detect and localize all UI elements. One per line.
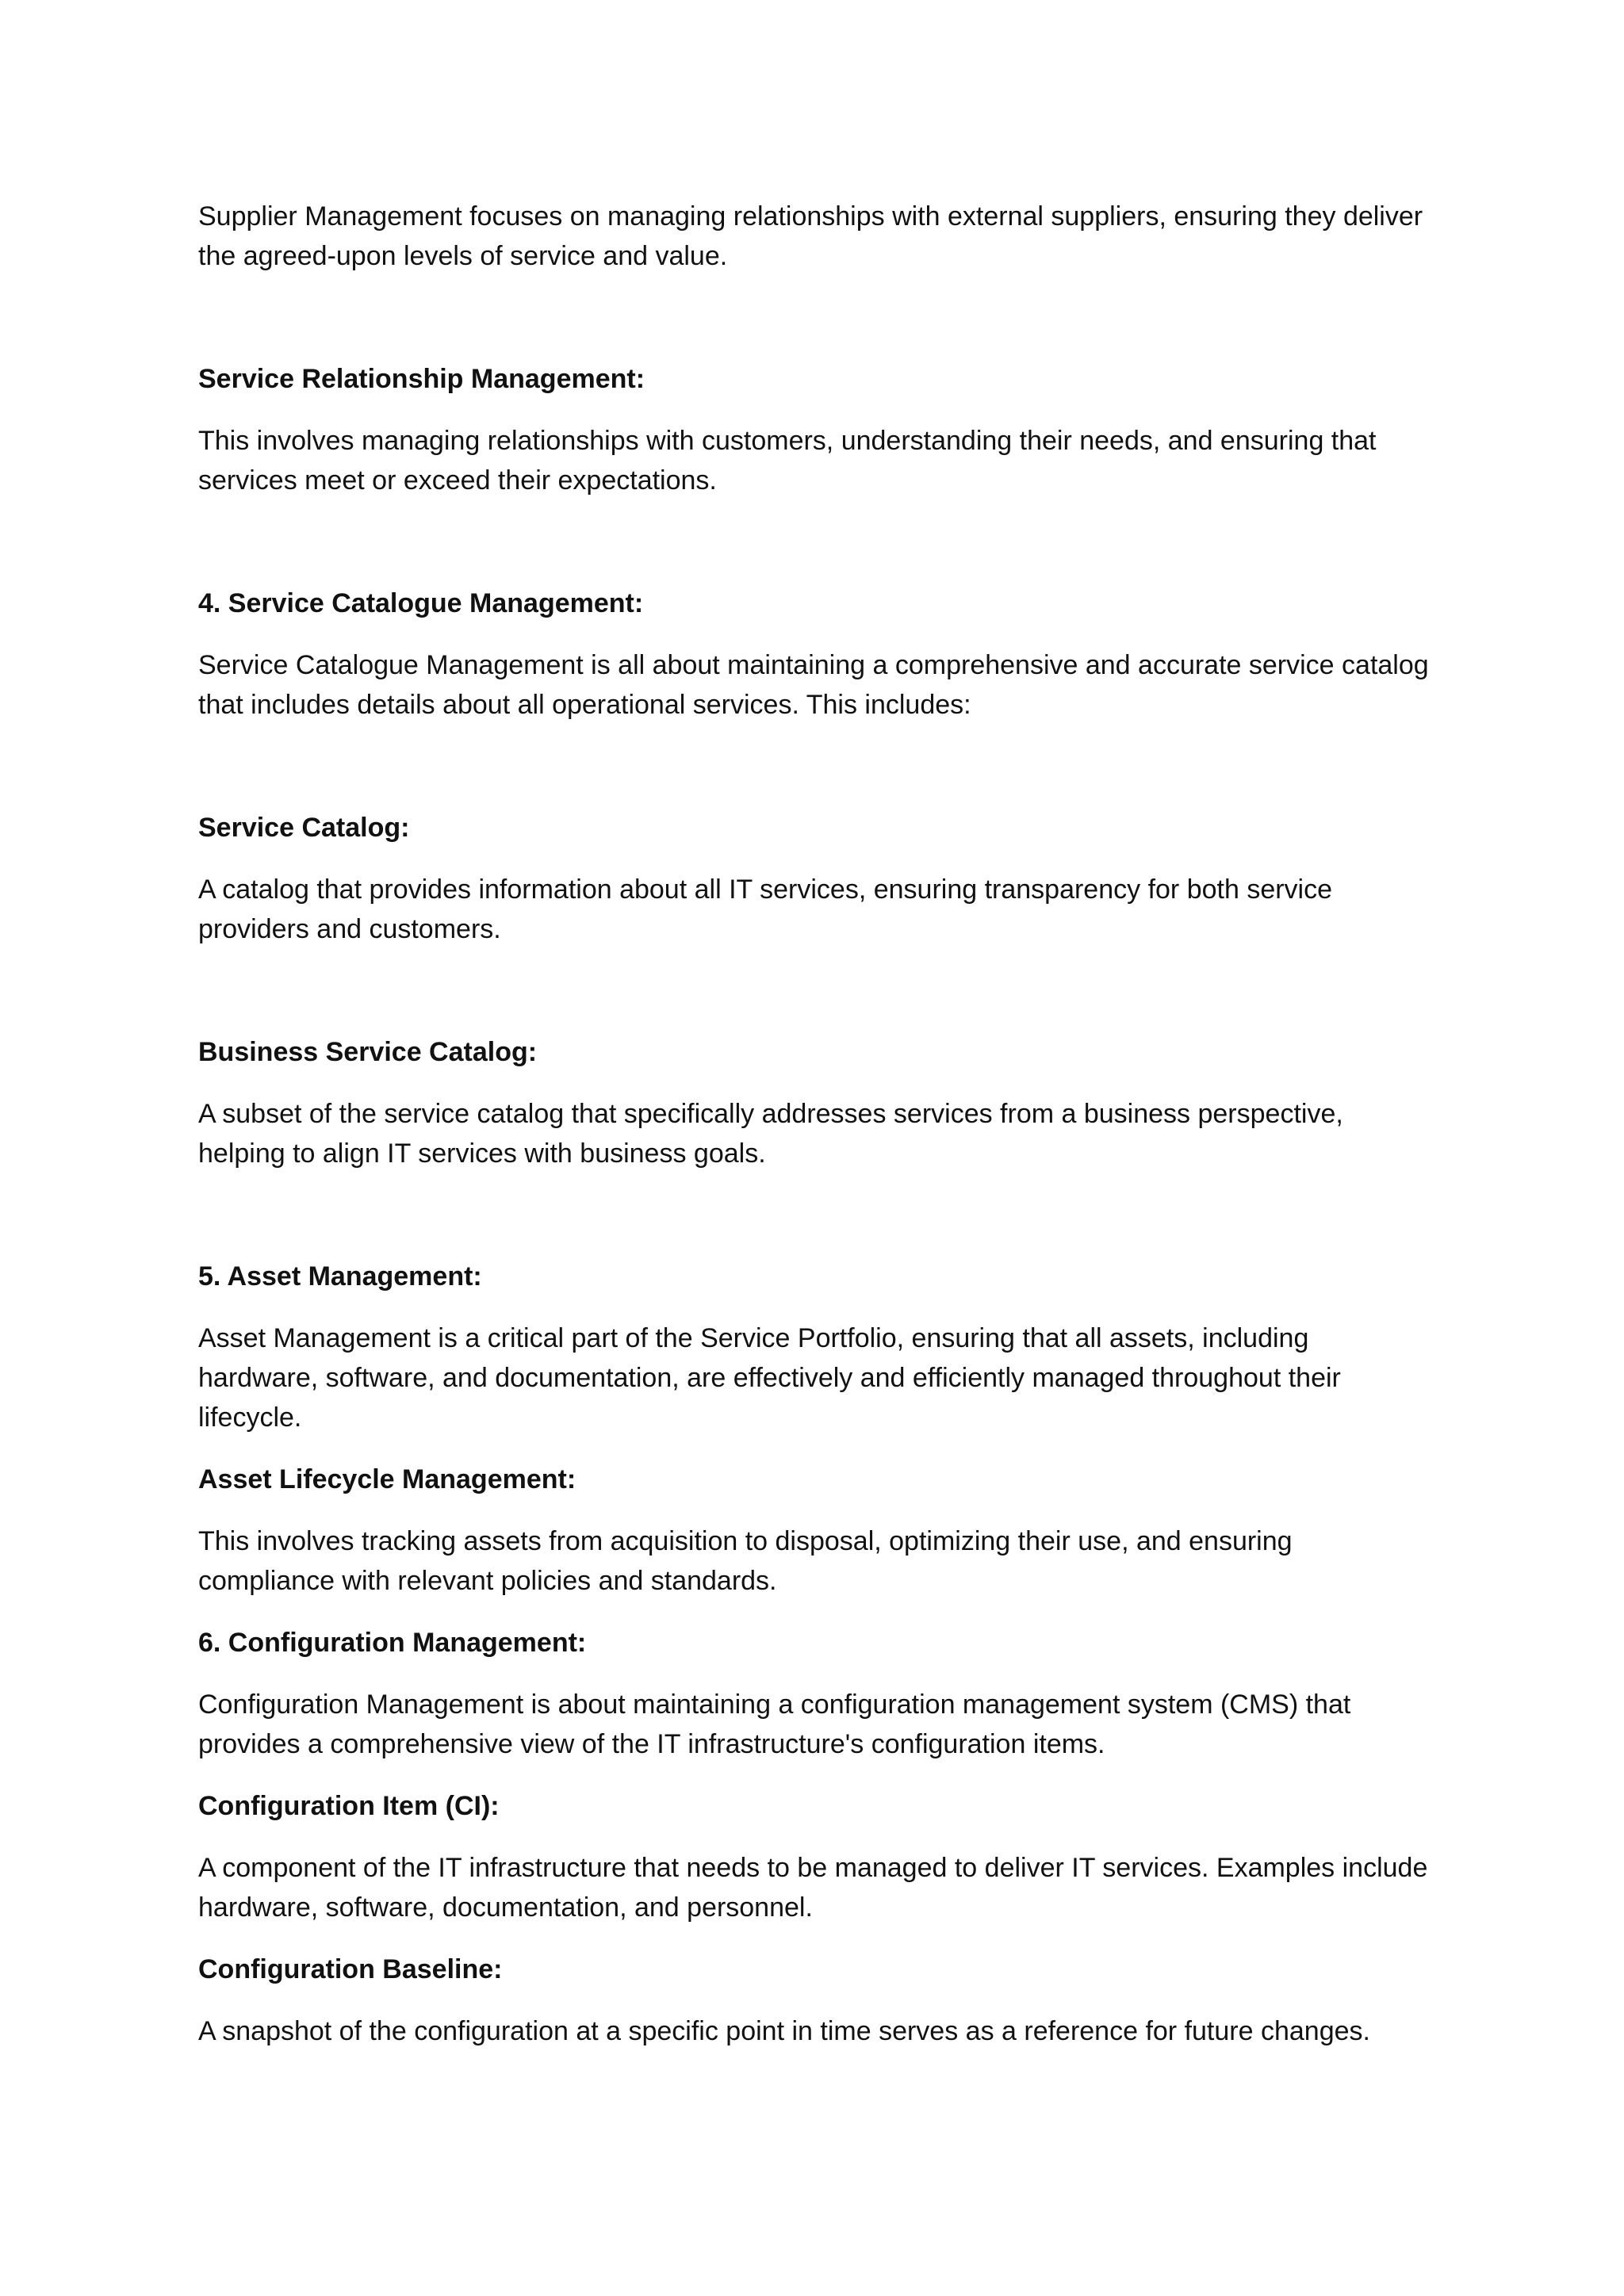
heading-business-service-catalog: Business Service Catalog: (198, 1037, 538, 1067)
paragraph-asset-management: Asset Management is a critical part of the Service Portfolio, ensuring that all assets, including hardware, software, and documentation, are effectively and efficiently managed throughout their lifecycle. (198, 1323, 1341, 1433)
heading-service-catalog: Service Catalog: (198, 813, 410, 843)
paragraph-service-catalogue-management: Service Catalogue Management is all about maintaining a comprehensive and accurate service catalog that includes details about all operational services. This includes: (198, 650, 1429, 720)
heading-asset-lifecycle-management: Asset Lifecycle Management: (198, 1464, 576, 1494)
heading-asset-management: 5. Asset Management: (198, 1261, 482, 1292)
heading-service-relationship-management: Service Relationship Management: (198, 364, 645, 394)
heading-configuration-management: 6. Configuration Management: (198, 1628, 587, 1658)
paragraph-service-catalog: A catalog that provides information about all IT services, ensuring transparency for both service providers and customers. (198, 874, 1333, 944)
paragraph-asset-lifecycle-management: This involves tracking assets from acquisition to disposal, optimizing their use, and ensuring compliance with relevant policies and standards. (198, 1526, 1293, 1596)
heading-configuration-item: Configuration Item (CI): (198, 1791, 500, 1821)
document-page (198, 197, 1435, 2051)
paragraph-business-service-catalog: A subset of the service catalog that specifically addresses services from a business perspective, helping to align IT services with business goals. (198, 1099, 1343, 1169)
heading-configuration-baseline: Configuration Baseline: (198, 1954, 503, 1984)
paragraph-configuration-management: Configuration Management is about maintaining a configuration management system (CMS) that provides a comprehensive view of the IT infrastructure's configuration items. (198, 1689, 1351, 1759)
paragraph-service-relationship-management: This involves managing relationships with customers, understanding their needs, and ensuring that services meet or exceed their expectations. (198, 426, 1377, 496)
paragraph-supplier-management: Supplier Management focuses on managing relationships with external suppliers, ensuring they deliver the agreed-upon levels of service and value. (198, 201, 1423, 271)
paragraph-configuration-baseline: A snapshot of the configuration at a specific point in time serves as a reference for future changes. (198, 2016, 1370, 2046)
heading-service-catalogue-management: 4. Service Catalogue Management: (198, 588, 644, 618)
paragraph-configuration-item: A component of the IT infrastructure that needs to be managed to deliver IT services. Examples include hardware, software, documentation, and personnel. (198, 1853, 1428, 1923)
